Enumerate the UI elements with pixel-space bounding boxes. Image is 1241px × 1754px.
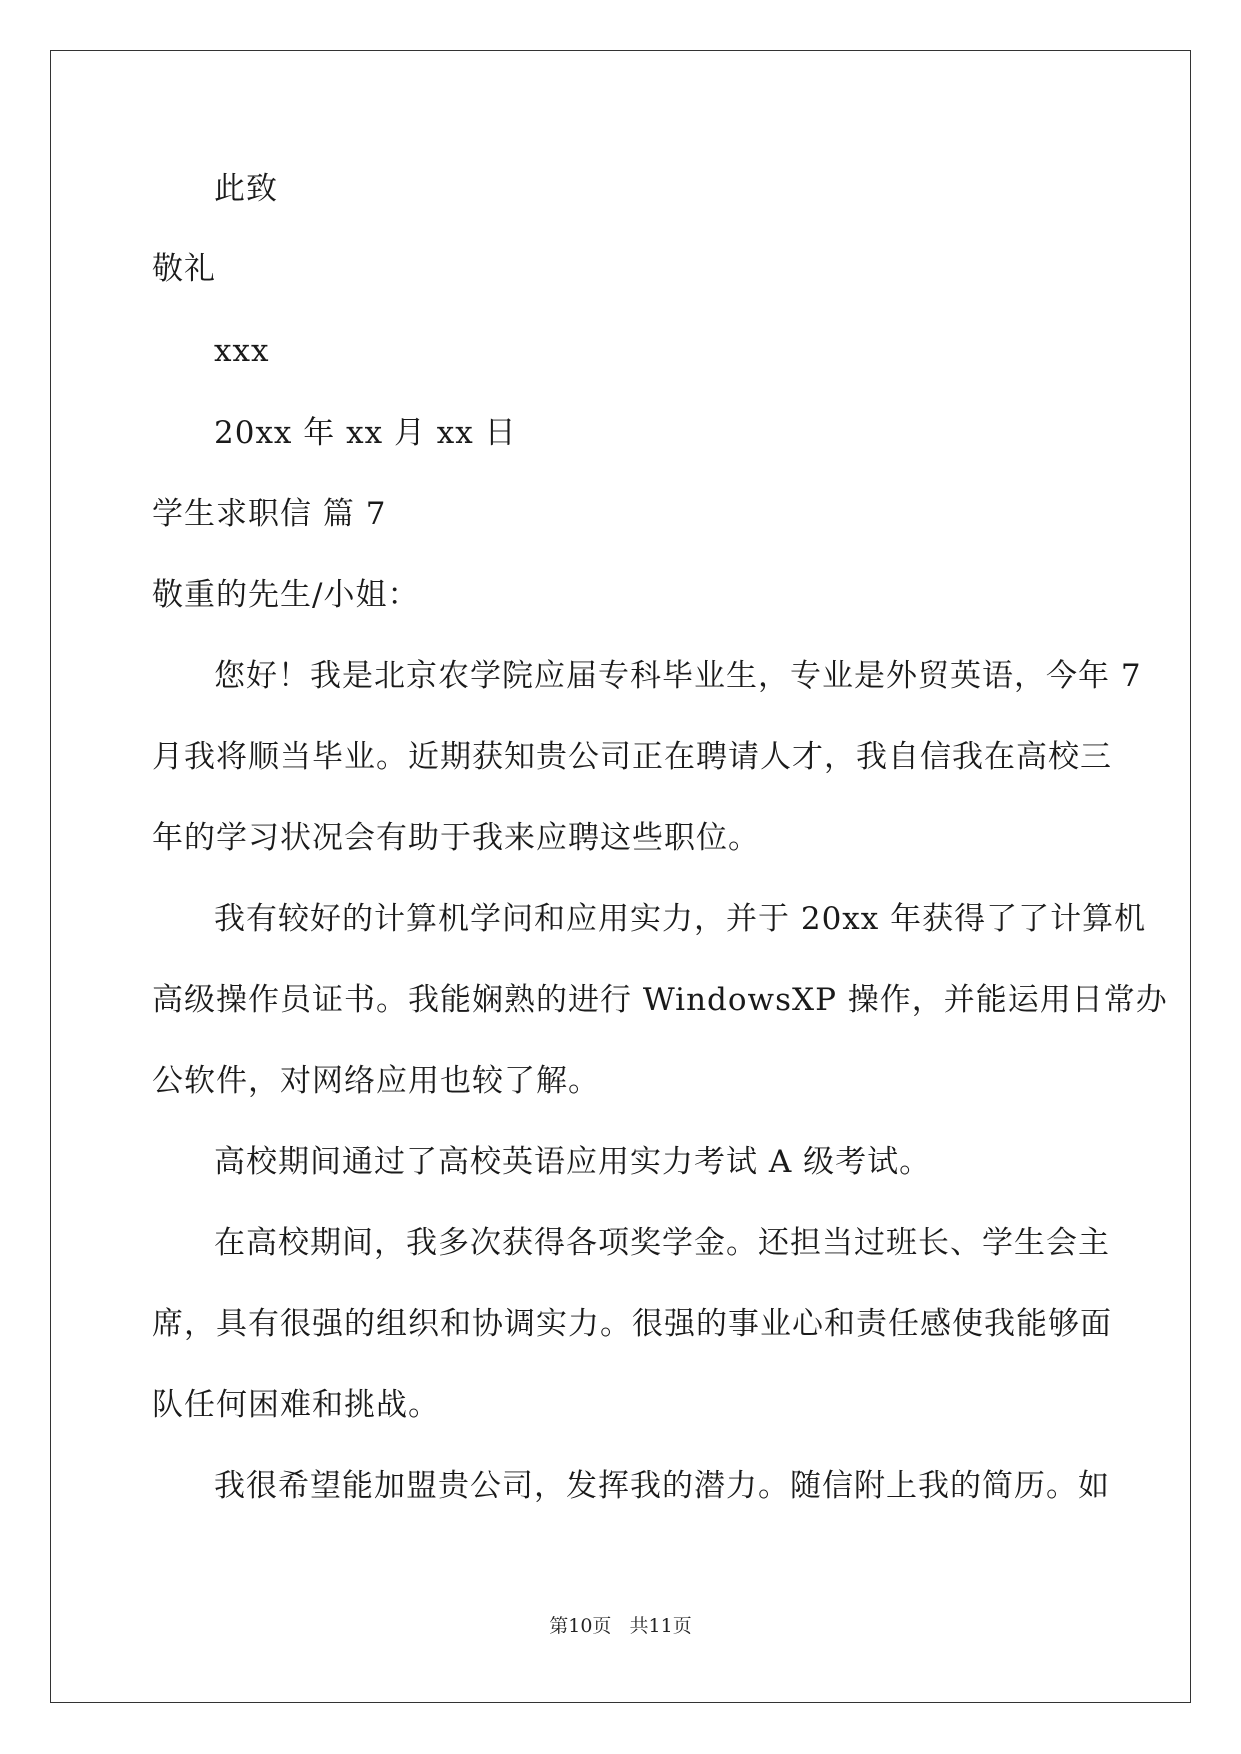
paragraph-line: 我很希望能加盟贵公司，发挥我的潜力。随信附上我的简历。如 (214, 1468, 1110, 1504)
paragraph-line: 队任何困难和挑战。 (152, 1387, 440, 1423)
page-number-footer (0, 1614, 1241, 1638)
signature-date: 20xx 年 xx 月 xx 日 (214, 415, 517, 451)
page-number-text: 第10页 共11页 (549, 1615, 692, 1637)
paragraph-line: 年的学习状况会有助于我来应聘这些职位。 (152, 820, 760, 856)
closing-salutation: 此致 (214, 171, 278, 207)
paragraph-line: 我有较好的计算机学问和应用实力，并于 20xx 年获得了了计算机 (214, 901, 1147, 937)
paragraph-line: 您好！我是北京农学院应届专科毕业生，专业是外贸英语，今年 7 (214, 658, 1142, 694)
paragraph-line: 高校期间通过了高校英语应用实力考试 A 级考试。 (214, 1144, 932, 1180)
paragraph-line: 高级操作员证书。我能娴熟的进行 WindowsXP 操作，并能运用日常办 (152, 982, 1168, 1018)
paragraph-line: 月我将顺当毕业。近期获知贵公司正在聘请人才，我自信我在高校三 (152, 739, 1112, 775)
page-border (50, 50, 1191, 1703)
paragraph-line: 公软件，对网络应用也较了解。 (152, 1063, 600, 1099)
paragraph-line: 席，具有很强的组织和协调实力。很强的事业心和责任感使我能够面 (152, 1306, 1112, 1342)
paragraph-line: 在高校期间，我多次获得各项奖学金。还担当过班长、学生会主 (214, 1225, 1110, 1261)
closing-regards: 敬礼 (152, 251, 216, 287)
signature-name: xxx (214, 333, 270, 369)
letter-greeting: 敬重的先生/小姐： (152, 577, 420, 613)
section-heading: 学生求职信 篇 7 (152, 496, 387, 532)
